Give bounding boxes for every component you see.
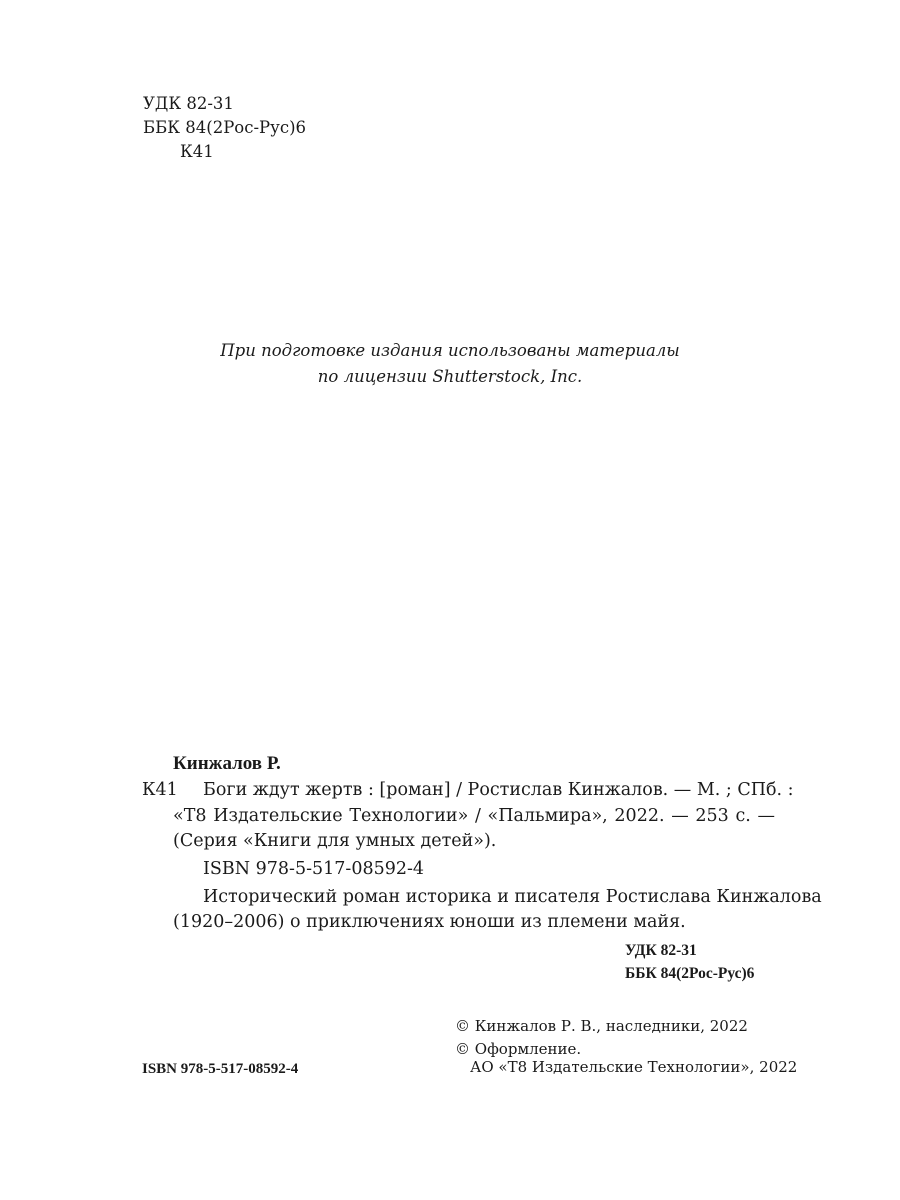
image-credit-line-1: При подготовке издания использованы материалы (220, 341, 680, 360)
author-sign-top: К41 (180, 142, 214, 161)
catalog-bbk-code: ББК 84(2Рос-Рус)6 (625, 965, 755, 982)
footer-isbn: ISBN 978-5-517-08592-4 (142, 1061, 299, 1077)
catalog-isbn: ISBN 978-5-517-08592-4 (203, 859, 425, 879)
catalog-author-sign: К41 (142, 780, 178, 800)
udk-code-top: УДК 82-31 (143, 94, 234, 113)
catalog-description-line-2 (173, 804, 775, 829)
catalog-description-line-2-text: «Т8 Издательские Технологии» / «Пальмира», 2022. — 253 с. — (173, 806, 775, 826)
catalog-annotation-line-1 (203, 885, 822, 910)
copyright-design: © Оформление. (455, 1040, 582, 1058)
catalog-annotation-line-1-text: Исторический роман историка и писателя Ростислава Кинжалова (203, 887, 822, 907)
catalog-description-line-1: Боги ждут жертв : [роман] / Ростислав Кинжалов. — М. ; СПб. : (203, 780, 794, 800)
image-credit-line-2: по лицензии Shutterstock, Inc. (317, 367, 583, 386)
bbk-code-top: ББК 84(2Рос-Рус)6 (143, 118, 307, 137)
copyright-author: © Кинжалов Р. В., наследники, 2022 (455, 1017, 748, 1035)
copyright-publisher: АО «Т8 Издательские Технологии», 2022 (470, 1058, 798, 1076)
catalog-description-line-3: (Серия «Книги для умных детей»). (173, 831, 497, 851)
catalog-udk-code: УДК 82-31 (625, 942, 697, 959)
catalog-annotation-line-2: (1920–2006) о приключениях юноши из племени майя. (173, 912, 686, 932)
catalog-author: Кинжалов Р. (173, 753, 281, 774)
